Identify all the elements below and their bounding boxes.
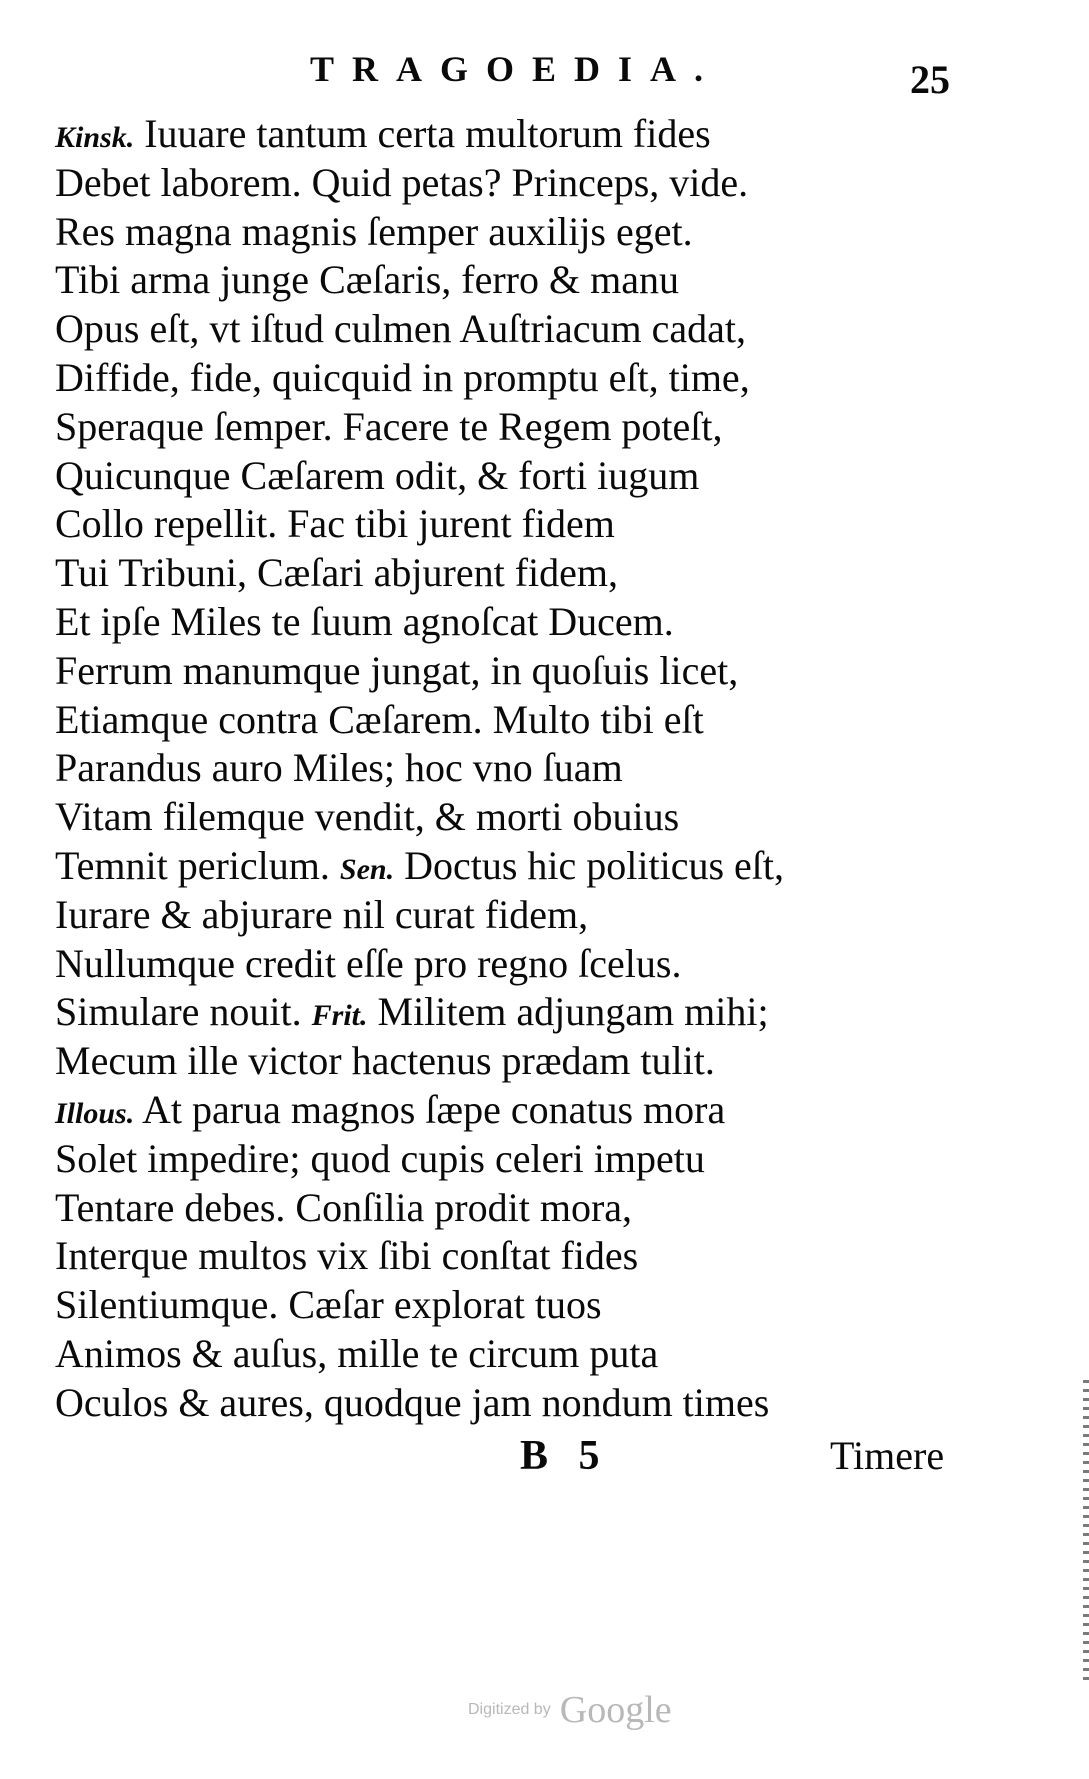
verse-line — [55, 549, 995, 598]
line-text: Animos & auſus, mille te circum puta — [55, 1330, 659, 1376]
line-text: Interque multos vix ſibi conſtat fides — [55, 1233, 639, 1279]
speaker-label: Frit. — [311, 999, 368, 1033]
catchword: Timere — [830, 1433, 945, 1478]
line-text: Collo repellit. Fac tibi jurent fidem — [55, 501, 615, 547]
verse-line — [55, 208, 995, 257]
line-text: At parua magnos ſæpe conatus mora — [134, 1086, 726, 1132]
line-text: Mecum ille victor hactenus prædam tulit. — [55, 1038, 715, 1084]
watermark-small-text: Digitized by — [468, 1701, 551, 1718]
line-text: Diffide, fide, quicquid in promptu eſt, time, — [55, 354, 750, 400]
page-number: 25 — [910, 57, 950, 102]
verse-line — [55, 159, 995, 208]
line-text: Nullumque credit eſſe pro regno ſcelus. — [55, 940, 682, 986]
line-text: Speraque ſemper. Facere te Regem poteſt, — [55, 403, 723, 449]
digitization-watermark — [468, 1688, 672, 1732]
verse-line — [55, 842, 995, 891]
verse-line — [55, 305, 995, 354]
verse-line — [55, 891, 995, 940]
line-text: Res magna magnis ſemper auxilijs eget. — [55, 208, 693, 254]
line-text: Iuuare tantum certa multorum fides — [134, 111, 711, 156]
line-text: Militem adjungam mihi; — [367, 989, 769, 1035]
line-text: Silentiumque. Cæſar explorat tuos — [55, 1282, 602, 1328]
verse-line — [55, 1184, 995, 1233]
verse-line — [55, 256, 995, 305]
google-logo: Google — [559, 1689, 672, 1731]
verse-line — [55, 1232, 995, 1281]
line-text: Doctus hic politicus eſt, — [394, 842, 785, 888]
line-text: Tibi arma junge Cæſaris, ferro & manu — [55, 257, 679, 303]
verse-line — [55, 744, 995, 793]
speaker-label: Kinsk. — [55, 121, 135, 154]
line-text: Quicunque Cæſarem odit, & forti iugum — [55, 452, 700, 498]
line-text: Tui Tribuni, Cæſari abjurent fidem, — [55, 550, 619, 596]
line-text: Temnit periclum. — [55, 842, 340, 888]
verse-line — [55, 1330, 995, 1379]
verse-line — [55, 1281, 995, 1330]
line-text: Et ipſe Miles te ſuum agnoſcat Ducem. — [55, 598, 674, 644]
line-text: Debet laborem. Quid petas? Princeps, vide. — [55, 159, 749, 205]
line-text: Parandus auro Miles; hoc vno ſuam — [55, 745, 623, 791]
verse-line — [55, 1037, 995, 1086]
line-text: Vitam filemque vendit, & morti obuius — [55, 794, 680, 840]
verse-line — [55, 110, 995, 159]
signature-mark: B 5 — [520, 1433, 610, 1479]
verse-line — [55, 793, 995, 842]
verse-line — [55, 403, 995, 452]
verse-line — [55, 696, 995, 745]
line-text: Simulare nouit. — [55, 989, 312, 1035]
verse-line — [55, 647, 995, 696]
verse-line — [55, 1135, 995, 1184]
page-edge-texture — [1083, 1380, 1089, 1680]
speaker-label: Sen. — [339, 852, 395, 886]
verse-line — [55, 1379, 995, 1428]
verse-line — [55, 452, 995, 501]
verse-line — [55, 500, 995, 549]
verse-text — [55, 110, 995, 1428]
verse-line — [55, 988, 995, 1037]
running-title: TRAGOEDIA. — [310, 49, 722, 89]
line-text: Opus eſt, vt iſtud culmen Auſtriacum cadat, — [55, 306, 746, 352]
line-text: Solet impedire; quod cupis celeri impetu — [55, 1135, 705, 1181]
verse-line — [55, 354, 995, 403]
speaker-label: Illous. — [55, 1096, 135, 1130]
verse-line — [55, 940, 995, 989]
line-text: Oculos & aures, quodque jam nondum times — [55, 1379, 770, 1425]
line-text: Tentare debes. Conſilia prodit mora, — [55, 1184, 633, 1230]
line-text: Etiamque contra Cæſarem. Multo tibi eſt — [55, 696, 704, 742]
line-text: Iurare & abjurare nil curat fidem, — [55, 891, 589, 937]
verse-line — [55, 1086, 995, 1135]
line-text: Ferrum manumque jungat, in quoſuis licet, — [55, 647, 739, 693]
verse-line — [55, 598, 995, 647]
